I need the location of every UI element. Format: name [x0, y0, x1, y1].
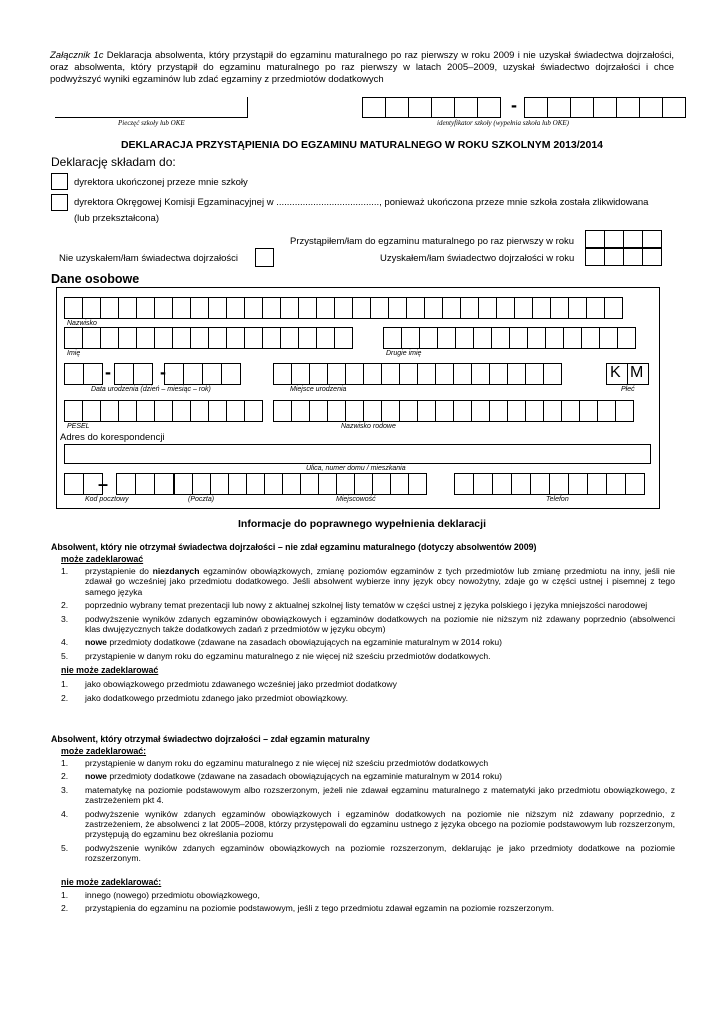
input-cell[interactable]: [604, 297, 623, 319]
input-cell[interactable]: [190, 297, 209, 319]
list-item: 2. nowe przedmioty dodatkowe (zdawane na zasadach obowiązujących na egzaminie maturalnym w 2014 roku): [61, 771, 503, 782]
input-cell[interactable]: [662, 97, 686, 118]
section1-cannot-list: [51, 679, 675, 703]
input-cell[interactable]: [298, 297, 317, 319]
input-cell[interactable]: [192, 473, 211, 495]
list-item: 3. matematykę na poziomie podstawowym albo rozszerzonym, jeżeli nie zdawał egzaminu maturalnego z matematyki jako przedmiotu obowiązkowego, z zastrzeżeniem pkt 4.: [61, 784, 675, 806]
input-cell[interactable]: [273, 363, 292, 385]
input-cell[interactable]: [136, 297, 155, 319]
postal-code-label: Kod pocztowy: [85, 496, 129, 503]
input-cell[interactable]: [300, 473, 319, 495]
input-cell[interactable]: [417, 400, 436, 422]
list-item: 4. nowe przedmioty dodatkowe (zdawane na zasadach obowiązujących na egzaminie maturalnym w 2014 roku): [61, 637, 503, 648]
input-cell[interactable]: [581, 327, 600, 349]
postal-dash: –: [98, 474, 109, 494]
input-cell[interactable]: [623, 248, 643, 266]
input-cell[interactable]: [509, 327, 528, 349]
input-cell[interactable]: [64, 473, 84, 495]
list-item-number: 1.: [61, 758, 69, 768]
input-cell[interactable]: [579, 400, 598, 422]
sex-label: Płeć: [621, 386, 635, 393]
input-cell[interactable]: [478, 297, 497, 319]
school-stamp-field[interactable]: [55, 97, 248, 118]
input-cell[interactable]: [547, 97, 571, 118]
input-cell[interactable]: [489, 400, 508, 422]
list-item: 4. podwyższenie wyników zdanych egzaminów obowiązkowych i egzaminów dodatkowych na poziomie nie niższym niż zdawany poprzednio, z zastrzeżeniem, że absolwenci z lat 2005–2008, którzy przystępowali do egzaminu ustnego z języka obcego na poziomie podstawowym lub rozszerzonym, przystępują do egzaminu bez określania poziomu: [61, 808, 675, 840]
input-cell[interactable]: [64, 327, 83, 349]
input-cell[interactable]: [118, 327, 137, 349]
section2-cannot-label: nie może zadeklarować:: [61, 876, 162, 887]
input-cell[interactable]: [491, 327, 510, 349]
input-cell[interactable]: [183, 363, 203, 385]
birth-date-label: Data urodzenia (dzień – miesiąc – rok): [91, 386, 211, 393]
input-cell[interactable]: [570, 97, 594, 118]
input-cell[interactable]: [525, 363, 544, 385]
input-cell[interactable]: [154, 473, 174, 495]
input-cell[interactable]: [262, 327, 281, 349]
input-cell[interactable]: [585, 230, 605, 248]
input-cell[interactable]: [616, 97, 640, 118]
input-cell[interactable]: [568, 473, 588, 495]
input-cell[interactable]: [525, 400, 544, 422]
input-cell[interactable]: [354, 473, 373, 495]
input-cell[interactable]: [210, 473, 229, 495]
input-cell[interactable]: [399, 363, 418, 385]
input-cell[interactable]: [64, 363, 84, 385]
list-item-number: 3.: [61, 784, 69, 795]
input-cell[interactable]: [593, 97, 617, 118]
input-cell[interactable]: [309, 400, 328, 422]
surname-label: Nazwisko: [67, 320, 97, 327]
input-cell[interactable]: [442, 297, 461, 319]
input-cell[interactable]: [226, 400, 245, 422]
input-cell[interactable]: [116, 473, 136, 495]
list-item: 5. przystąpienie w danym roku do egzaminu maturalnego z nie więcej niż sześciu przedmiotów dodatkowych.: [61, 650, 491, 661]
section2-can-list: [51, 758, 675, 864]
input-cell[interactable]: [460, 297, 479, 319]
list-item-number: 2.: [61, 903, 69, 914]
list-item-number: 2.: [61, 771, 69, 782]
input-cell[interactable]: [390, 473, 409, 495]
input-cell[interactable]: [64, 400, 83, 422]
list-item: 1. przystąpienie do niezdanych egzaminów obowiązkowych, zmianę poziomów egzaminów z tych przedmiotów lub zmianę przedmiotu na inny, jeśli nie zdawał go wcześniej jako przedmiotu dodatkowego. Jeśli absolwent wybierze inny język obcy nowożytny, zdaje go w części ustnej i pisemnej z tego samego języka: [61, 566, 675, 597]
input-cell[interactable]: [471, 400, 490, 422]
input-cell[interactable]: [208, 327, 227, 349]
list-item-number: 4.: [61, 808, 69, 819]
list-item: 2. jako dodatkowego przedmiotu zdanego jako przedmiot obowiązkowy.: [61, 692, 349, 703]
input-cell[interactable]: [585, 248, 605, 266]
input-cell[interactable]: [154, 327, 173, 349]
list-item: 1. przystąpienie w danym roku do egzaminu maturalnego z nie więcej niż sześciu przedmiotów dodatkowych: [61, 758, 489, 768]
maiden-name-label: Nazwisko rodowe: [341, 423, 396, 430]
input-cell[interactable]: [154, 297, 173, 319]
input-cell[interactable]: [549, 473, 569, 495]
input-cell[interactable]: [401, 327, 420, 349]
emphasis: nowe: [85, 637, 107, 648]
input-cell[interactable]: [417, 363, 436, 385]
input-cell[interactable]: [471, 363, 490, 385]
input-cell[interactable]: [435, 400, 454, 422]
input-cell[interactable]: [202, 363, 222, 385]
input-cell[interactable]: [226, 327, 245, 349]
input-cell[interactable]: [83, 363, 103, 385]
list-item: 2. przystąpienia do egzaminu na poziomie podstawowym, jeśli z tego przedmiotu zdawał egzamin na poziomie rozszerzonym.: [61, 903, 555, 914]
birth-date-dash-2: -: [160, 362, 166, 382]
intro-paragraph: [50, 50, 674, 86]
input-cell[interactable]: [273, 400, 292, 422]
second-name-label: Drugie imię: [386, 350, 422, 357]
input-cell[interactable]: [615, 400, 634, 422]
input-cell[interactable]: [406, 297, 425, 319]
checkbox-school-director[interactable]: [51, 173, 68, 190]
input-cell[interactable]: [507, 363, 526, 385]
declaration-heading: Deklarację składam do:: [51, 155, 176, 169]
input-cell[interactable]: [291, 400, 310, 422]
sex-m-letter: M: [630, 364, 644, 381]
list-item: 1. innego (nowego) przedmiotu obowiązkowego,: [61, 889, 260, 900]
input-cell[interactable]: [244, 400, 263, 422]
input-cell[interactable]: [291, 363, 310, 385]
input-cell[interactable]: [453, 400, 472, 422]
street-field[interactable]: [64, 444, 651, 464]
input-cell[interactable]: [334, 327, 353, 349]
list-item-number: 2.: [61, 692, 69, 703]
info-section-2: [51, 733, 675, 916]
input-cell[interactable]: [172, 327, 191, 349]
input-cell[interactable]: [381, 363, 400, 385]
input-cell[interactable]: [437, 327, 456, 349]
input-cell[interactable]: [114, 363, 134, 385]
input-cell[interactable]: [345, 363, 364, 385]
list-item-number: 3.: [61, 613, 69, 624]
input-cell[interactable]: [489, 363, 508, 385]
input-cell[interactable]: [597, 400, 616, 422]
input-cell[interactable]: [244, 327, 263, 349]
sex-k-letter: K: [610, 364, 621, 381]
input-cell[interactable]: [568, 297, 587, 319]
input-cell[interactable]: [623, 230, 643, 248]
input-cell[interactable]: [363, 400, 382, 422]
section1-can-label: może zadeklarować: [61, 554, 144, 564]
input-cell[interactable]: [496, 297, 515, 319]
input-cell[interactable]: [455, 327, 474, 349]
option-oke-director: dyrektora Okręgowej Komisji Egzaminacyjnej w ......................................., ponieważ ukończona przeze mnie szkoła została zlikwidowana: [74, 197, 649, 208]
section1-can-list: [51, 566, 675, 661]
emphasis: niezdanych: [152, 566, 200, 576]
input-cell[interactable]: [527, 327, 546, 349]
input-cell[interactable]: [514, 297, 533, 319]
list-item-number: 4.: [61, 637, 69, 648]
option-school-director: dyrektora ukończonej przeze mnie szkoły: [74, 177, 248, 188]
input-cell[interactable]: [82, 400, 101, 422]
section2-can-label: może zadeklarować:: [61, 746, 147, 756]
input-cell[interactable]: [639, 97, 663, 118]
input-cell[interactable]: [64, 297, 83, 319]
list-item: 3. podwyższenie wyników zdanych egzaminów obowiązkowych i egzaminów dodatkowych na poziomie nie niższym niż zdawany poprzednio (absolwenci klas dwujęzycznych także dodatkowych zadań z przedmiotów w języku obcym): [61, 613, 675, 635]
input-cell[interactable]: [246, 473, 265, 495]
section2-cannot-list: [51, 890, 675, 914]
input-cell[interactable]: [135, 473, 155, 495]
info-section-1: [51, 541, 675, 706]
input-cell[interactable]: [492, 473, 512, 495]
input-cell[interactable]: [586, 297, 605, 319]
input-cell[interactable]: [599, 327, 618, 349]
input-cell[interactable]: [563, 327, 582, 349]
street-label: Ulica, numer domu / mieszkania: [306, 465, 406, 472]
input-cell[interactable]: [473, 327, 492, 349]
input-cell[interactable]: [561, 400, 580, 422]
input-cell[interactable]: [362, 97, 386, 118]
emphasis: nowe: [85, 771, 107, 782]
intro-text: Deklaracja absolwenta, który przystąpił do egzaminu maturalnego po raz pierwszy w roku 2009 i nie uzyskał świadectwa dojrzałości, oraz absolwenta, który przystąpił do egzaminu maturalnego po raz pierwszy w latach 2005–2009, uzyskał świadectwo dojrzałości i chce podwyższyć wyniki egzaminów lub zdać egzaminy z przedmiotów dodatkowych: [50, 50, 675, 85]
input-cell[interactable]: [383, 327, 402, 349]
input-cell[interactable]: [473, 473, 493, 495]
input-cell[interactable]: [530, 473, 550, 495]
input-cell[interactable]: [327, 400, 346, 422]
section1-heading: Absolwent, który nie otrzymał świadectwa dojrzałości – nie zdał egzaminu maturalnego (dotyczy absolwentów 2009): [51, 542, 537, 552]
input-cell[interactable]: [543, 363, 562, 385]
input-cell[interactable]: [345, 400, 364, 422]
input-cell[interactable]: [172, 400, 191, 422]
input-cell[interactable]: [507, 400, 526, 422]
list-item-number: 1.: [61, 566, 69, 576]
input-cell[interactable]: [136, 327, 155, 349]
input-cell[interactable]: [118, 297, 137, 319]
obtained-label: Uzyskałem/łam świadectwo dojrzałości w roku: [380, 253, 575, 264]
input-cell[interactable]: [381, 400, 400, 422]
input-cell[interactable]: [82, 297, 101, 319]
input-cell[interactable]: [336, 473, 355, 495]
input-cell[interactable]: [532, 297, 551, 319]
input-cell[interactable]: [617, 327, 636, 349]
input-cell[interactable]: [309, 363, 328, 385]
input-cell[interactable]: [118, 400, 137, 422]
input-cell[interactable]: [174, 473, 193, 495]
input-cell[interactable]: [244, 297, 263, 319]
info-heading: Informacje do poprawnego wypełnienia deklaracji: [238, 518, 486, 530]
school-id-label: identyfikator szkoły (wypełnia szkoła lub OKE): [437, 119, 570, 127]
birth-date-dash-1: -: [105, 362, 111, 382]
input-cell[interactable]: [190, 327, 209, 349]
list-item-number: 1.: [61, 679, 69, 690]
input-cell[interactable]: [642, 230, 662, 248]
input-cell[interactable]: [100, 327, 119, 349]
input-cell[interactable]: [164, 363, 184, 385]
input-cell[interactable]: [477, 97, 501, 118]
stamp-label: Pieczęć szkoły lub OKE: [118, 119, 185, 127]
input-cell[interactable]: [453, 363, 472, 385]
input-cell[interactable]: [298, 327, 317, 349]
input-cell[interactable]: [604, 230, 624, 248]
input-cell[interactable]: [454, 97, 478, 118]
input-cell[interactable]: [136, 400, 155, 422]
input-cell[interactable]: [280, 297, 299, 319]
input-cell[interactable]: [550, 297, 569, 319]
first-name-label: Imię: [67, 350, 81, 357]
input-cell[interactable]: [511, 473, 531, 495]
personal-data-heading: Dane osobowe: [51, 272, 140, 286]
input-cell[interactable]: [435, 363, 454, 385]
input-cell[interactable]: [327, 363, 346, 385]
list-item-number: 5.: [61, 650, 69, 661]
phone-label: Telefon: [546, 496, 569, 503]
list-item: 1. jako obowiązkowego przedmiotu zdawanego wcześniej jako przedmiot dodatkowy: [61, 679, 397, 690]
input-cell[interactable]: [190, 400, 209, 422]
input-cell[interactable]: [385, 97, 409, 118]
input-cell[interactable]: [100, 400, 119, 422]
input-cell[interactable]: [280, 327, 299, 349]
checkbox-oke-director[interactable]: [51, 194, 68, 211]
input-cell[interactable]: [316, 297, 335, 319]
input-cell[interactable]: [363, 363, 382, 385]
page-title: DEKLARACJA PRZYSTĄPIENIA DO EGZAMINU MATURALNEGO W ROKU SZKOLNYM 2013/2014: [120, 139, 604, 151]
input-cell[interactable]: [408, 97, 432, 118]
list-item-number: 1.: [61, 889, 69, 900]
list-item: 2. poprzednio wybrany temat prezentacji lub nowy z aktualnej szkolnej listy tematów w części ustnej z języka polskiego i języka mniejszości narodowej: [61, 600, 648, 611]
input-cell[interactable]: [172, 297, 191, 319]
option-oke-director-cont: (lub przekształcona): [74, 213, 160, 224]
input-cell[interactable]: [318, 473, 337, 495]
input-cell[interactable]: [431, 97, 455, 118]
attachment-label: Załącznik 1c: [50, 50, 104, 61]
input-cell[interactable]: [587, 473, 607, 495]
input-cell[interactable]: [399, 400, 418, 422]
input-cell[interactable]: [372, 473, 391, 495]
input-cell[interactable]: [352, 297, 371, 319]
input-cell[interactable]: [424, 297, 443, 319]
input-cell[interactable]: [625, 473, 645, 495]
input-cell[interactable]: [543, 400, 562, 422]
birth-place-label: Miejsce urodzenia: [290, 386, 347, 393]
list-item: 5. podwyższenie wyników zdanych egzaminów obowiązkowych na poziomie rozszerzonym, deklarując je jako przedmioty dodatkowe na poziomie rozszerzonym.: [61, 842, 675, 864]
input-cell[interactable]: [524, 97, 548, 118]
address-heading: Adres do korespondencji: [60, 432, 165, 443]
input-cell[interactable]: [100, 297, 119, 319]
input-cell[interactable]: [370, 297, 389, 319]
input-cell[interactable]: [419, 327, 438, 349]
input-cell[interactable]: [454, 473, 474, 495]
section1-cannot-label: nie może zadeklarować: [61, 665, 159, 676]
input-cell[interactable]: [82, 327, 101, 349]
input-cell[interactable]: [221, 363, 241, 385]
input-cell[interactable]: [545, 327, 564, 349]
first-time-label: Przystąpiłem/łam do egzaminu maturalnego po raz pierwszy w roku: [290, 236, 575, 247]
list-item-number: 5.: [61, 842, 69, 853]
input-cell[interactable]: [282, 473, 301, 495]
input-cell[interactable]: [264, 473, 283, 495]
input-cell[interactable]: [133, 363, 153, 385]
post-label: (Poczta): [188, 496, 215, 503]
input-cell[interactable]: [604, 248, 624, 266]
input-cell[interactable]: [208, 400, 227, 422]
input-cell[interactable]: [154, 400, 173, 422]
section2-heading: Absolwent, który otrzymał świadectwo dojrzałości – zdał egzamin maturalny: [51, 734, 370, 744]
input-cell[interactable]: [226, 297, 245, 319]
checkbox-not-obtained[interactable]: [255, 248, 274, 267]
school-id-dash: -: [511, 95, 517, 115]
input-cell[interactable]: [388, 297, 407, 319]
input-cell[interactable]: [606, 473, 626, 495]
not-obtained-label: Nie uzyskałem/łam świadectwa dojrzałości: [59, 253, 238, 264]
pesel-label: PESEL: [67, 423, 90, 430]
input-cell[interactable]: [642, 248, 662, 266]
list-item-number: 2.: [61, 600, 69, 611]
input-cell[interactable]: [262, 297, 281, 319]
city-label: Miejscowość: [336, 496, 376, 503]
input-cell[interactable]: [228, 473, 247, 495]
input-cell[interactable]: [208, 297, 227, 319]
input-cell[interactable]: [334, 297, 353, 319]
input-cell[interactable]: [316, 327, 335, 349]
input-cell[interactable]: [408, 473, 427, 495]
